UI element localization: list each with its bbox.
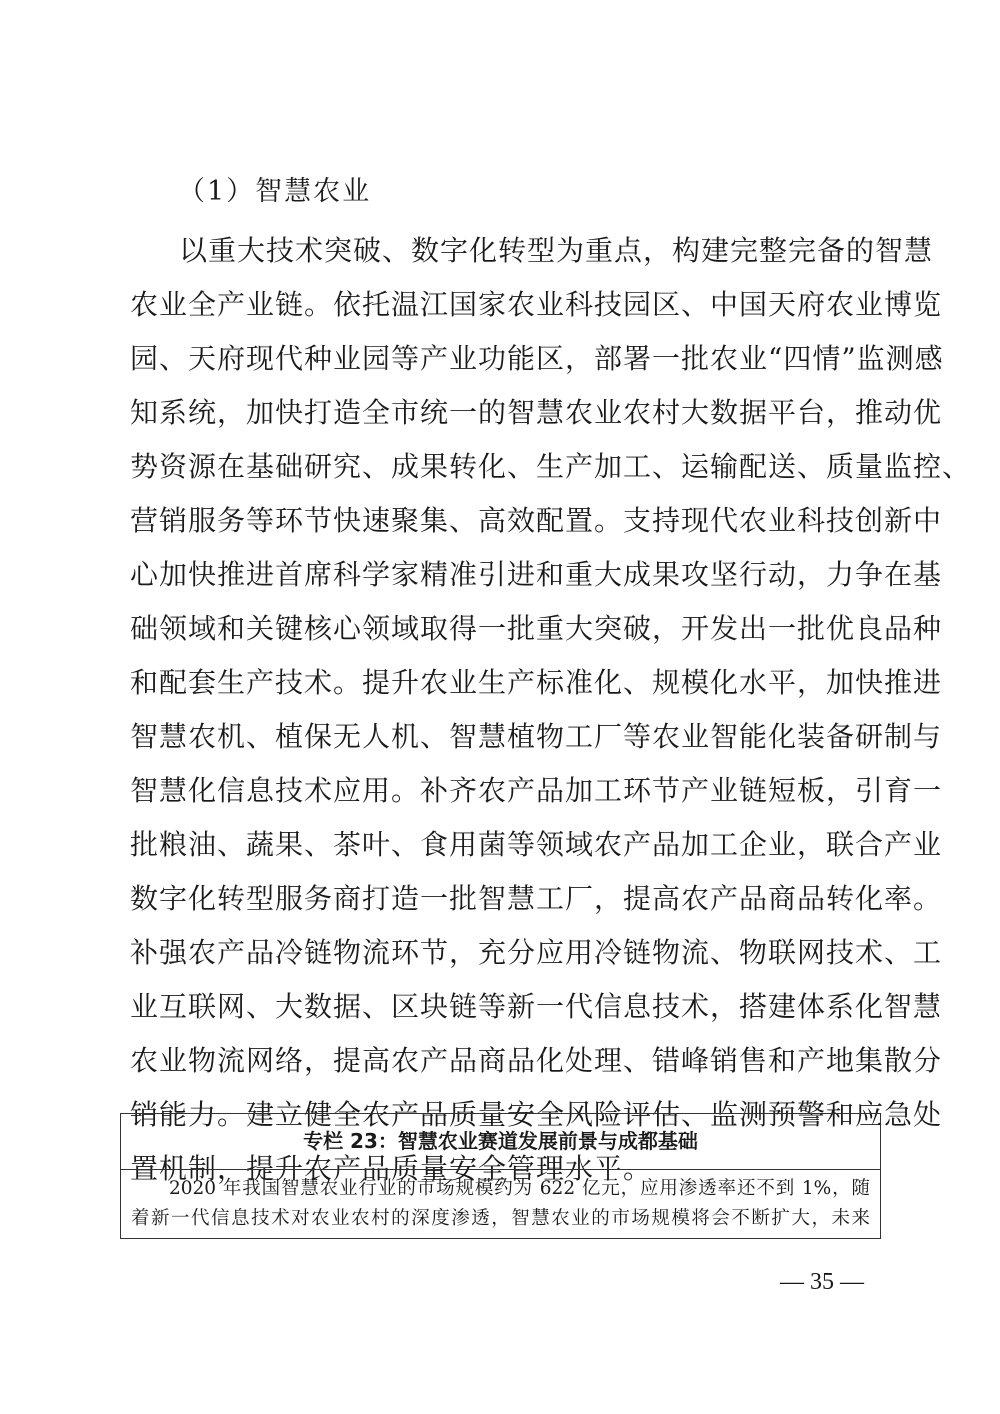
column-box-body <box>121 1170 880 1234</box>
paragraph-line: 营销服务等环节快速聚集、高效配置。支持现代农业科技创新中 <box>130 504 943 537</box>
paragraph-line: 和配套生产技术。提升农业生产标准化、规模化水平，加快推进 <box>130 666 943 699</box>
paragraph-line: 农业物流网络，提高农产品商品化处理、错峰销售和产地集散分 <box>130 1044 943 1077</box>
paragraph-line: 心加快推进首席科学家精准引进和重大成果攻坚行动，力争在基 <box>130 558 943 591</box>
paragraph-line: 园、天府现代种业园等产业功能区，部署一批农业“四情”监测感 <box>130 342 944 375</box>
body-paragraph <box>130 224 972 1196</box>
column-box <box>120 1113 881 1239</box>
page-number: — 35 — <box>780 1269 864 1295</box>
paragraph-line: 补强农产品冷链物流环节，充分应用冷链物流、物联网技术、工 <box>130 936 943 969</box>
section-heading: （1）智慧农业 <box>178 176 372 207</box>
paragraph-line: 置机制，提升农产品质量安全管理水平。 <box>130 1152 653 1185</box>
column-box-line: 2020 年我国智慧农业行业的市场规模约为 622 亿元，应用渗透率还不到 1%，随 <box>169 1178 870 1199</box>
paragraph-line: 知系统，加快打造全市统一的智慧农业农村大数据平台，推动优 <box>130 396 943 429</box>
column-box-line: 着新一代信息技术对农业农村的深度渗透，智慧农业的市场规模将会不断扩大，未来 <box>131 1208 870 1229</box>
paragraph-line: 以重大技术突破、数字化转型为重点，构建完整完备的智慧 <box>179 234 934 267</box>
paragraph-line: 数字化转型服务商打造一批智慧工厂，提高农产品商品转化率。 <box>130 882 943 915</box>
column-box-title: 专栏 23：智慧农业赛道发展前景与成都基础 <box>121 1114 880 1170</box>
paragraph-line: 农业全产业链。依托温江国家农业科技园区、中国天府农业博览 <box>130 288 943 321</box>
paragraph-line: 础领域和关键核心领域取得一批重大突破，开发出一批优良品种 <box>130 612 943 645</box>
paragraph-line: 智慧化信息技术应用。补齐农产品加工环节产业链短板，引育一 <box>130 774 943 807</box>
paragraph-line: 势资源在基础研究、成果转化、生产加工、运输配送、质量监控、 <box>130 450 972 483</box>
paragraph-line: 销能力。建立健全农产品质量安全风险评估、监测预警和应急处 <box>130 1098 943 1131</box>
paragraph-line: 业互联网、大数据、区块链等新一代信息技术，搭建体系化智慧 <box>130 990 943 1023</box>
paragraph-line: 批粮油、蔬果、茶叶、食用菌等领域农产品加工企业，联合产业 <box>130 828 943 861</box>
paragraph-line: 智慧农机、植保无人机、智慧植物工厂等农业智能化装备研制与 <box>130 720 943 753</box>
